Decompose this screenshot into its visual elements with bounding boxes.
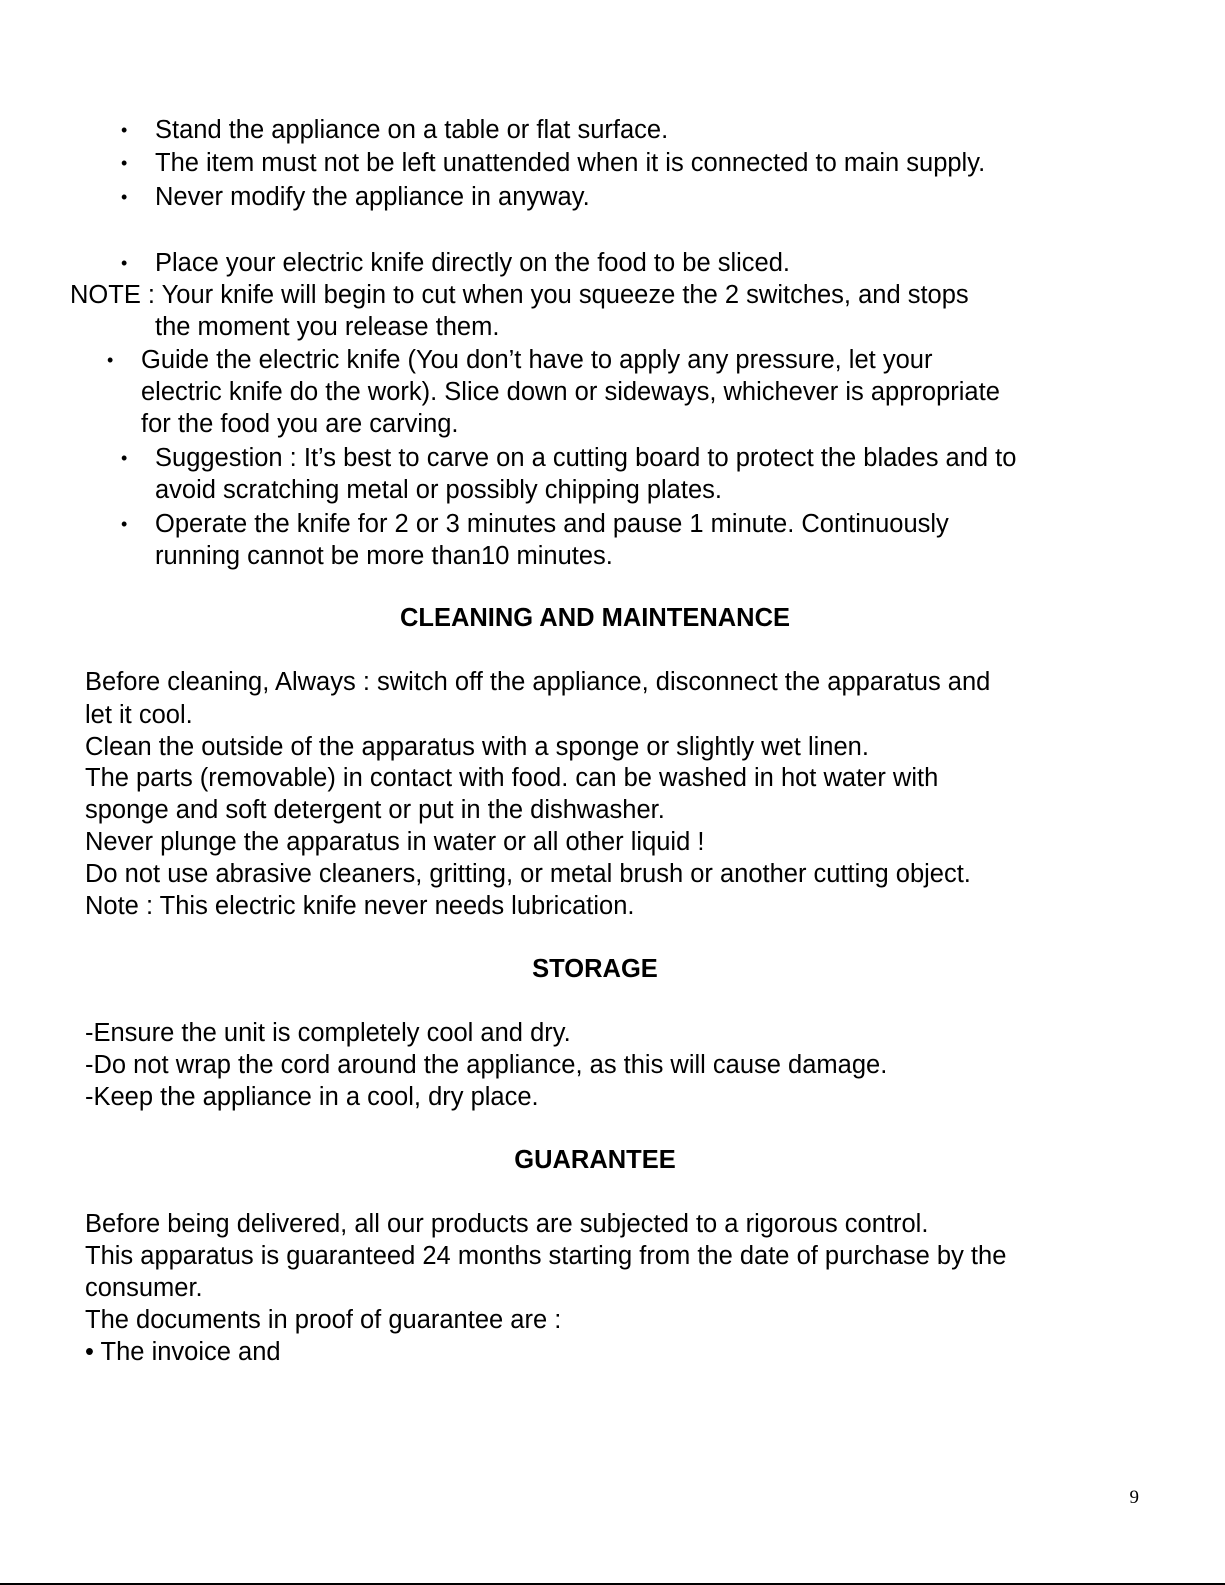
usage-bullet-text: Never modify the appliance in anyway. <box>155 183 590 211</box>
note-text: the moment you release them. <box>155 313 500 341</box>
guarantee-text: The documents in proof of guarantee are : <box>85 1306 562 1334</box>
guide-bullet-text: electric knife do the work). Slice down or sideways, whichever is appropriate <box>141 378 1000 406</box>
suggestion-bullet-text: avoid scratching metal or possibly chipping plates. <box>155 476 722 504</box>
operate-bullet-text: Operate the knife for 2 or 3 minutes and pause 1 minute. Continuously <box>155 510 949 538</box>
storage-text: -Do not wrap the cord around the appliance, as this will cause damage. <box>85 1051 888 1079</box>
cleaning-text: The parts (removable) in contact with food. can be washed in hot water with <box>85 764 939 792</box>
bullet-marker: • <box>107 350 114 370</box>
guarantee-text: • The invoice and <box>85 1338 281 1366</box>
cleaning-text: let it cool. <box>85 701 193 729</box>
guarantee-text: Before being delivered, all our products are subjected to a rigorous control. <box>85 1210 929 1238</box>
cleaning-text: Before cleaning, Always : switch off the appliance, disconnect the apparatus and <box>85 668 991 696</box>
bullet-marker: • <box>121 514 128 534</box>
usage-bullet-text: The item must not be left unattended when it is connected to main supply. <box>155 149 986 177</box>
operate-bullet-text: running cannot be more than10 minutes. <box>155 542 613 570</box>
cleaning-heading: CLEANING AND MAINTENANCE <box>399 604 791 632</box>
bullet-marker: • <box>121 187 128 207</box>
storage-text: -Keep the appliance in a cool, dry place. <box>85 1083 539 1111</box>
guide-bullet-text: Guide the electric knife (You don’t have to apply any pressure, let your <box>141 346 933 374</box>
cleaning-text: Clean the outside of the apparatus with a sponge or slightly wet linen. <box>85 733 869 761</box>
note-text: NOTE : Your knife will begin to cut when you squeeze the 2 switches, and stops <box>70 281 969 309</box>
cleaning-text: sponge and soft detergent or put in the dishwasher. <box>85 796 665 824</box>
usage-bullet-text: Place your electric knife directly on the food to be sliced. <box>155 249 790 277</box>
storage-heading: STORAGE <box>532 955 658 983</box>
guarantee-heading: GUARANTEE <box>514 1146 676 1174</box>
bullet-marker: • <box>121 120 128 140</box>
cleaning-text: Never plunge the apparatus in water or all other liquid ! <box>85 828 705 856</box>
guide-bullet-text: for the food you are carving. <box>141 410 459 438</box>
cleaning-text: Do not use abrasive cleaners, gritting, or metal brush or another cutting object. <box>85 860 971 888</box>
bullet-marker: • <box>121 448 128 468</box>
usage-bullet-text: Stand the appliance on a table or flat surface. <box>155 116 669 144</box>
page-number: 9 <box>1129 1487 1139 1508</box>
bullet-marker: • <box>121 253 128 273</box>
guarantee-text: This apparatus is guaranteed 24 months starting from the date of purchase by the <box>85 1242 1007 1270</box>
cleaning-text: Note : This electric knife never needs lubrication. <box>85 892 635 920</box>
guarantee-text: consumer. <box>85 1274 203 1302</box>
storage-text: -Ensure the unit is completely cool and dry. <box>85 1019 571 1047</box>
suggestion-bullet-text: Suggestion : It’s best to carve on a cutting board to protect the blades and to <box>155 444 1017 472</box>
bullet-marker: • <box>121 153 128 173</box>
